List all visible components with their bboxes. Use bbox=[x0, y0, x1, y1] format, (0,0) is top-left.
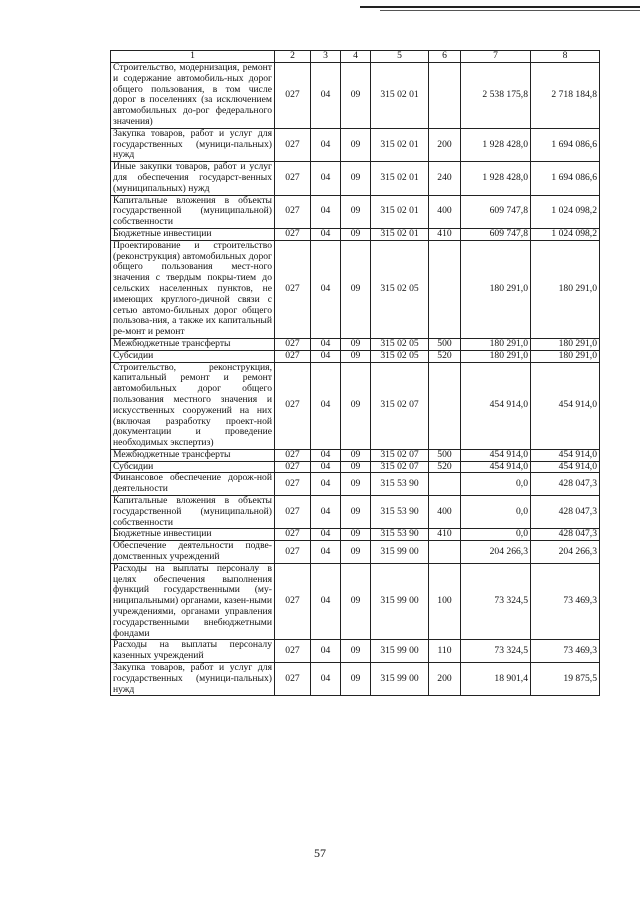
expense-type-cell: 410 bbox=[429, 529, 461, 541]
table-row bbox=[111, 496, 600, 529]
amount-year-2-cell: 180 291,0 bbox=[531, 240, 600, 338]
row-name-cell: Расходы на выплаты персоналу казенных учреждений bbox=[111, 640, 275, 663]
target-article-cell: 315 02 01 bbox=[371, 162, 429, 195]
row-name-cell: Межбюджетные трансферты bbox=[111, 338, 275, 350]
ministry-code-cell: 027 bbox=[275, 63, 311, 129]
ministry-code-cell: 027 bbox=[275, 128, 311, 161]
amount-year-1-cell: 1 928 428,0 bbox=[461, 162, 531, 195]
section-code-cell: 04 bbox=[311, 162, 341, 195]
amount-year-1-cell: 0,0 bbox=[461, 473, 531, 496]
column-number-row bbox=[111, 51, 600, 63]
amount-year-2-cell: 73 469,3 bbox=[531, 563, 600, 640]
table-row bbox=[111, 350, 600, 362]
budget-table bbox=[110, 50, 600, 696]
target-article-cell: 315 02 07 bbox=[371, 449, 429, 461]
section-code-cell: 04 bbox=[311, 563, 341, 640]
section-code-cell: 04 bbox=[311, 663, 341, 696]
ministry-code-cell: 027 bbox=[275, 362, 311, 449]
ministry-code-cell: 027 bbox=[275, 195, 311, 228]
ministry-code-cell: 027 bbox=[275, 473, 311, 496]
row-name-cell: Обеспечение деятельности подве-домственных учреждений bbox=[111, 541, 275, 564]
amount-year-2-cell: 1 694 086,6 bbox=[531, 128, 600, 161]
amount-year-1-cell: 73 324,5 bbox=[461, 563, 531, 640]
section-code-cell: 04 bbox=[311, 338, 341, 350]
header-rule bbox=[360, 6, 640, 8]
expense-type-cell bbox=[429, 541, 461, 564]
row-name-cell: Межбюджетные трансферты bbox=[111, 449, 275, 461]
subsection-code-cell: 09 bbox=[341, 240, 371, 338]
table-row bbox=[111, 473, 600, 496]
row-name-cell: Иные закупки товаров, работ и услуг для обеспечения государст-венных (муниципальных) нужд bbox=[111, 162, 275, 195]
amount-year-1-cell: 1 928 428,0 bbox=[461, 128, 531, 161]
section-code-cell: 04 bbox=[311, 362, 341, 449]
amount-year-2-cell: 428 047,3 bbox=[531, 496, 600, 529]
section-code-cell: 04 bbox=[311, 63, 341, 129]
amount-year-1-cell: 180 291,0 bbox=[461, 240, 531, 338]
subsection-code-cell: 09 bbox=[341, 461, 371, 473]
subsection-code-cell: 09 bbox=[341, 362, 371, 449]
column-header: 7 bbox=[461, 51, 531, 63]
subsection-code-cell: 09 bbox=[341, 663, 371, 696]
amount-year-1-cell: 454 914,0 bbox=[461, 449, 531, 461]
section-code-cell: 04 bbox=[311, 529, 341, 541]
ministry-code-cell: 027 bbox=[275, 563, 311, 640]
table-row bbox=[111, 162, 600, 195]
row-name-cell: Субсидии bbox=[111, 461, 275, 473]
amount-year-1-cell: 609 747,8 bbox=[461, 195, 531, 228]
column-header: 5 bbox=[371, 51, 429, 63]
expense-type-cell: 520 bbox=[429, 350, 461, 362]
ministry-code-cell: 027 bbox=[275, 240, 311, 338]
row-name-cell: Расходы на выплаты персоналу в целях обеспечения выполнения функций государственными (му-ниципальными) органами, казен-ными учреждениями, органами управления государственными внебюджетными фондами bbox=[111, 563, 275, 640]
row-name-cell: Закупка товаров, работ и услуг для государственных (муници-пальных) нужд bbox=[111, 663, 275, 696]
ministry-code-cell: 027 bbox=[275, 663, 311, 696]
ministry-code-cell: 027 bbox=[275, 449, 311, 461]
subsection-code-cell: 09 bbox=[341, 529, 371, 541]
column-header: 4 bbox=[341, 51, 371, 63]
subsection-code-cell: 09 bbox=[341, 640, 371, 663]
row-name-cell: Закупка товаров, работ и услуг для государственных (муници-пальных) нужд bbox=[111, 128, 275, 161]
amount-year-2-cell: 1 024 098,2 bbox=[531, 195, 600, 228]
ministry-code-cell: 027 bbox=[275, 350, 311, 362]
column-header: 8 bbox=[531, 51, 600, 63]
expense-type-cell: 410 bbox=[429, 228, 461, 240]
amount-year-2-cell: 454 914,0 bbox=[531, 449, 600, 461]
target-article-cell: 315 02 05 bbox=[371, 350, 429, 362]
amount-year-2-cell: 73 469,3 bbox=[531, 640, 600, 663]
amount-year-1-cell: 2 538 175,8 bbox=[461, 63, 531, 129]
row-name-cell: Проектирование и строительство (реконструкция) автомобильных дорог общего пользования мест-ного значения с твердым покры-тием до сельских населенных пунктов, не имеющих круглого-дичной связи с сетью автомо-бильных дорог общего пользова-ния, а также их капитальный ре-монт и ремонт bbox=[111, 240, 275, 338]
section-code-cell: 04 bbox=[311, 461, 341, 473]
subsection-code-cell: 09 bbox=[341, 541, 371, 564]
subsection-code-cell: 09 bbox=[341, 473, 371, 496]
amount-year-2-cell: 19 875,5 bbox=[531, 663, 600, 696]
subsection-code-cell: 09 bbox=[341, 162, 371, 195]
section-code-cell: 04 bbox=[311, 228, 341, 240]
amount-year-2-cell: 204 266,3 bbox=[531, 541, 600, 564]
table-row bbox=[111, 529, 600, 541]
ministry-code-cell: 027 bbox=[275, 162, 311, 195]
section-code-cell: 04 bbox=[311, 496, 341, 529]
ministry-code-cell: 027 bbox=[275, 529, 311, 541]
subsection-code-cell: 09 bbox=[341, 338, 371, 350]
section-code-cell: 04 bbox=[311, 350, 341, 362]
subsection-code-cell: 09 bbox=[341, 128, 371, 161]
expense-type-cell: 200 bbox=[429, 663, 461, 696]
target-article-cell: 315 99 00 bbox=[371, 663, 429, 696]
amount-year-2-cell: 180 291,0 bbox=[531, 338, 600, 350]
table-row bbox=[111, 63, 600, 129]
amount-year-2-cell: 1 694 086,6 bbox=[531, 162, 600, 195]
table-row bbox=[111, 461, 600, 473]
target-article-cell: 315 99 00 bbox=[371, 640, 429, 663]
subsection-code-cell: 09 bbox=[341, 496, 371, 529]
subsection-code-cell: 09 bbox=[341, 195, 371, 228]
section-code-cell: 04 bbox=[311, 473, 341, 496]
amount-year-1-cell: 204 266,3 bbox=[461, 541, 531, 564]
subsection-code-cell: 09 bbox=[341, 63, 371, 129]
row-name-cell: Субсидии bbox=[111, 350, 275, 362]
row-name-cell: Финансовое обеспечение дорож-ной деятельности bbox=[111, 473, 275, 496]
amount-year-2-cell: 428 047,3 bbox=[531, 473, 600, 496]
table-row bbox=[111, 563, 600, 640]
page-number: 57 bbox=[314, 846, 326, 860]
target-article-cell: 315 53 90 bbox=[371, 473, 429, 496]
expense-type-cell: 110 bbox=[429, 640, 461, 663]
row-name-cell: Строительство, реконструкция, капитальный ремонт и ремонт автомобильных дорог общего пользования местного значения и искусственных сооружений на них (включая разработку проект-ной документации и проведение необходимых экспертиз) bbox=[111, 362, 275, 449]
expense-type-cell: 400 bbox=[429, 195, 461, 228]
table-row bbox=[111, 195, 600, 228]
amount-year-2-cell: 454 914,0 bbox=[531, 362, 600, 449]
section-code-cell: 04 bbox=[311, 240, 341, 338]
row-name-cell: Капитальные вложения в объекты государственной (муниципальной) собственности bbox=[111, 496, 275, 529]
column-header: 6 bbox=[429, 51, 461, 63]
subsection-code-cell: 09 bbox=[341, 228, 371, 240]
ministry-code-cell: 027 bbox=[275, 541, 311, 564]
amount-year-1-cell: 18 901,4 bbox=[461, 663, 531, 696]
expense-type-cell: 240 bbox=[429, 162, 461, 195]
section-code-cell: 04 bbox=[311, 195, 341, 228]
ministry-code-cell: 027 bbox=[275, 496, 311, 529]
table-row bbox=[111, 128, 600, 161]
budget-table-body bbox=[111, 51, 600, 696]
amount-year-2-cell: 454 914,0 bbox=[531, 461, 600, 473]
ministry-code-cell: 027 bbox=[275, 461, 311, 473]
target-article-cell: 315 99 00 bbox=[371, 563, 429, 640]
amount-year-1-cell: 73 324,5 bbox=[461, 640, 531, 663]
expense-type-cell bbox=[429, 240, 461, 338]
ministry-code-cell: 027 bbox=[275, 228, 311, 240]
header-rule-secondary bbox=[380, 10, 640, 11]
amount-year-1-cell: 0,0 bbox=[461, 496, 531, 529]
column-header: 1 bbox=[111, 51, 275, 63]
target-article-cell: 315 02 01 bbox=[371, 195, 429, 228]
expense-type-cell bbox=[429, 473, 461, 496]
row-name-cell: Капитальные вложения в объекты государственной (муниципальной) собственности bbox=[111, 195, 275, 228]
target-article-cell: 315 02 01 bbox=[371, 128, 429, 161]
table-row bbox=[111, 640, 600, 663]
expense-type-cell: 100 bbox=[429, 563, 461, 640]
column-header: 3 bbox=[311, 51, 341, 63]
amount-year-1-cell: 180 291,0 bbox=[461, 338, 531, 350]
target-article-cell: 315 53 90 bbox=[371, 529, 429, 541]
expense-type-cell: 400 bbox=[429, 496, 461, 529]
section-code-cell: 04 bbox=[311, 449, 341, 461]
amount-year-1-cell: 180 291,0 bbox=[461, 350, 531, 362]
target-article-cell: 315 99 00 bbox=[371, 541, 429, 564]
amount-year-1-cell: 454 914,0 bbox=[461, 362, 531, 449]
section-code-cell: 04 bbox=[311, 640, 341, 663]
table-row bbox=[111, 228, 600, 240]
table-row bbox=[111, 240, 600, 338]
section-code-cell: 04 bbox=[311, 541, 341, 564]
table-row bbox=[111, 338, 600, 350]
amount-year-2-cell: 180 291,0 bbox=[531, 350, 600, 362]
amount-year-2-cell: 2 718 184,8 bbox=[531, 63, 600, 129]
row-name-cell: Бюджетные инвестиции bbox=[111, 529, 275, 541]
table-row bbox=[111, 541, 600, 564]
target-article-cell: 315 02 01 bbox=[371, 63, 429, 129]
column-header: 2 bbox=[275, 51, 311, 63]
section-code-cell: 04 bbox=[311, 128, 341, 161]
expense-type-cell bbox=[429, 362, 461, 449]
ministry-code-cell: 027 bbox=[275, 640, 311, 663]
expense-type-cell: 200 bbox=[429, 128, 461, 161]
target-article-cell: 315 02 07 bbox=[371, 362, 429, 449]
expense-type-cell: 500 bbox=[429, 338, 461, 350]
amount-year-2-cell: 428 047,3 bbox=[531, 529, 600, 541]
ministry-code-cell: 027 bbox=[275, 338, 311, 350]
target-article-cell: 315 53 90 bbox=[371, 496, 429, 529]
table-row bbox=[111, 663, 600, 696]
amount-year-1-cell: 0,0 bbox=[461, 529, 531, 541]
target-article-cell: 315 02 05 bbox=[371, 240, 429, 338]
expense-type-cell: 500 bbox=[429, 449, 461, 461]
target-article-cell: 315 02 07 bbox=[371, 461, 429, 473]
amount-year-2-cell: 1 024 098,2 bbox=[531, 228, 600, 240]
row-name-cell: Строительство, модернизация, ремонт и содержание автомобиль-ных дорог общего пользования, в том числе дорог в поселениях (за исключением автомобильных до-рог федерального значения) bbox=[111, 63, 275, 129]
amount-year-1-cell: 454 914,0 bbox=[461, 461, 531, 473]
subsection-code-cell: 09 bbox=[341, 350, 371, 362]
row-name-cell: Бюджетные инвестиции bbox=[111, 228, 275, 240]
amount-year-1-cell: 609 747,8 bbox=[461, 228, 531, 240]
subsection-code-cell: 09 bbox=[341, 563, 371, 640]
expense-type-cell bbox=[429, 63, 461, 129]
target-article-cell: 315 02 05 bbox=[371, 338, 429, 350]
table-row bbox=[111, 362, 600, 449]
subsection-code-cell: 09 bbox=[341, 449, 371, 461]
target-article-cell: 315 02 01 bbox=[371, 228, 429, 240]
expense-type-cell: 520 bbox=[429, 461, 461, 473]
table-row bbox=[111, 449, 600, 461]
